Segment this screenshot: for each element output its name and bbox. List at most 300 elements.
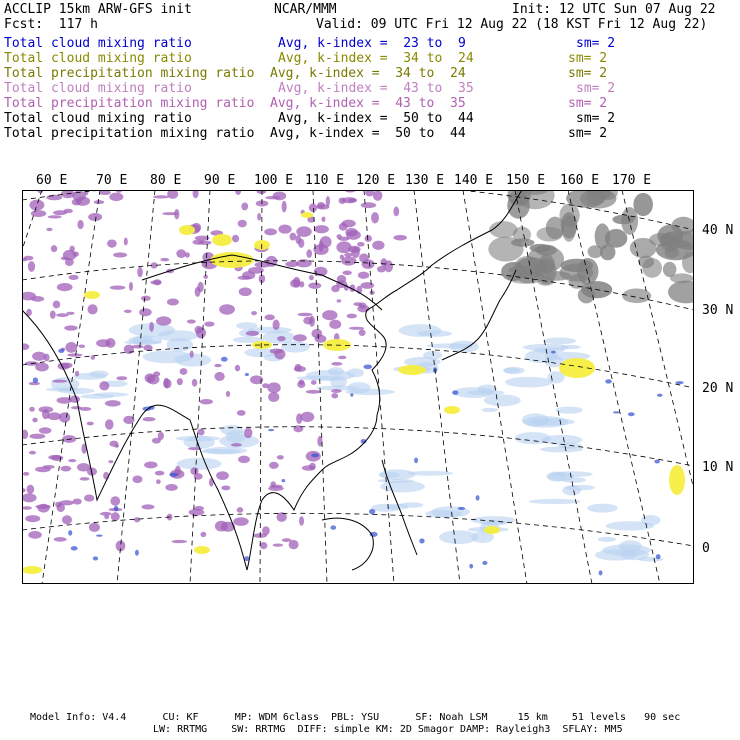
- precip-purple-blob: [46, 195, 62, 201]
- precip-purple-blob: [35, 467, 51, 473]
- cloud-lightblue-blob: [177, 458, 222, 470]
- lat-label: 40 N: [702, 223, 734, 238]
- lat-label: 0: [702, 541, 710, 556]
- precip-purple-blob: [215, 521, 228, 532]
- precip-purple-blob: [273, 543, 284, 546]
- precip-purple-blob: [29, 407, 35, 412]
- cloud-gray-blob: [633, 193, 653, 216]
- precip-purple-blob: [194, 506, 204, 510]
- precip-purple-blob: [237, 410, 246, 416]
- precip-purple-blob: [289, 540, 299, 549]
- precip-purple-blob: [80, 407, 92, 411]
- precip-purple-blob: [282, 201, 287, 213]
- precip-purple-blob: [321, 216, 325, 222]
- precip-purple-blob: [25, 515, 40, 522]
- precip-purple-blob: [39, 427, 52, 433]
- cloud-yellow-blob: [301, 212, 313, 218]
- precip-purple-blob: [347, 314, 357, 319]
- cloud-yellow-blob: [212, 234, 232, 246]
- field-avg: Avg, k-index = 23 to 9: [278, 36, 466, 51]
- precip-purple-blob: [172, 540, 188, 543]
- cloud-lightblue-blob: [453, 387, 494, 398]
- precip-purple-blob: [300, 412, 314, 422]
- precip-purple-blob: [116, 376, 127, 380]
- precip-purple-blob: [137, 267, 142, 277]
- cloud-lightblue-blob: [504, 367, 525, 374]
- precip-purple-blob: [264, 228, 277, 235]
- precip-purple-blob: [344, 253, 352, 257]
- cloud-lightblue-blob: [80, 394, 114, 399]
- precip-purple-blob: [241, 202, 248, 210]
- precip-purple-blob: [361, 202, 377, 208]
- precip-purple-blob: [257, 213, 261, 221]
- precip-purple-blob: [29, 451, 36, 455]
- precip-purple-blob: [277, 455, 284, 459]
- cloud-yellow-blob: [210, 252, 254, 268]
- precip-purple-blob: [73, 499, 82, 505]
- precip-purple-blob: [87, 304, 97, 314]
- precip-purple-blob: [235, 365, 240, 372]
- lon-label: 70 E: [96, 173, 128, 188]
- precip-purple-blob: [129, 282, 133, 291]
- precip-purple-blob: [348, 246, 360, 253]
- precip-purple-blob: [293, 425, 303, 432]
- cloud-lightblue-blob: [595, 549, 637, 560]
- cloud-blue-blob: [654, 460, 660, 464]
- precip-purple-blob: [54, 537, 67, 542]
- precip-purple-blob: [232, 235, 239, 243]
- field-name: Total cloud mixing ratio: [4, 36, 192, 51]
- precip-purple-blob: [144, 461, 157, 468]
- cloud-blue-blob: [93, 556, 98, 560]
- cloud-yellow-blob: [194, 546, 210, 554]
- cloud-lightblue-blob: [562, 485, 581, 495]
- precip-purple-blob: [269, 485, 282, 488]
- lon-label: 60 E: [36, 173, 68, 188]
- precip-purple-blob: [297, 313, 312, 317]
- precip-purple-blob: [65, 258, 74, 266]
- precip-purple-blob: [338, 356, 346, 360]
- field-row: [4, 96, 254, 111]
- cloud-yellow-blob: [179, 225, 195, 235]
- cloud-gray-blob: [642, 258, 662, 278]
- precip-purple-blob: [149, 322, 154, 332]
- precip-purple-blob: [273, 320, 280, 331]
- cloud-blue-blob: [363, 364, 372, 369]
- precip-purple-blob: [69, 275, 79, 280]
- precip-purple-blob: [192, 379, 197, 387]
- precip-purple-blob: [29, 434, 45, 439]
- precip-purple-blob: [340, 255, 344, 260]
- cloud-blue-blob: [281, 479, 285, 482]
- cloud-lightblue-blob: [157, 330, 198, 341]
- precip-purple-blob: [124, 310, 132, 313]
- field-sm: sm= 2: [576, 81, 616, 96]
- precip-purple-blob: [153, 279, 161, 285]
- field-avg: Avg, k-index = 34 to 24: [270, 66, 466, 81]
- lon-label: 100 E: [254, 173, 294, 188]
- precip-purple-blob: [66, 312, 74, 315]
- precip-purple-blob: [75, 371, 79, 377]
- field-name: Total precipitation mixing ratio: [4, 96, 255, 111]
- lon-label: 140 E: [454, 173, 494, 188]
- field-avg: Avg, k-index = 50 to 44: [278, 111, 474, 126]
- precip-purple-blob: [346, 230, 361, 240]
- field-sm: sm= 2: [568, 96, 608, 111]
- cloud-blue-blob: [311, 453, 319, 457]
- cloud-yellow-blob: [22, 566, 42, 574]
- forecast-hour: Fcst: 117 h: [4, 17, 98, 32]
- precip-purple-blob: [87, 422, 94, 426]
- field-row: [4, 66, 254, 81]
- precip-purple-blob: [246, 331, 259, 336]
- cloud-blue-blob: [476, 495, 480, 500]
- precip-purple-blob: [32, 418, 37, 423]
- precip-purple-blob: [141, 296, 151, 301]
- precip-purple-blob: [165, 484, 177, 491]
- precip-purple-blob: [285, 261, 298, 267]
- cloud-blue-blob: [268, 429, 274, 431]
- precip-purple-blob: [200, 399, 213, 404]
- precip-purple-blob: [48, 215, 62, 218]
- precip-purple-blob: [302, 465, 315, 471]
- precip-purple-blob: [60, 466, 71, 472]
- model-title: ACCLIP 15km ARW-GFS init: [4, 2, 192, 17]
- field-row: [4, 51, 192, 66]
- lon-label: 120 E: [356, 173, 396, 188]
- precip-purple-blob: [295, 235, 301, 244]
- precip-purple-blob: [342, 220, 356, 228]
- cloud-blue-blob: [33, 377, 38, 383]
- cloud-lightblue-blob: [505, 377, 553, 388]
- precip-purple-blob: [314, 225, 329, 233]
- precip-purple-blob: [110, 496, 120, 506]
- cloud-blue-blob: [71, 546, 78, 550]
- precip-purple-blob: [124, 238, 128, 246]
- cloud-blue-blob: [350, 393, 353, 397]
- precip-purple-blob: [77, 220, 83, 229]
- precip-purple-blob: [331, 393, 338, 399]
- cloud-gray-blob: [630, 238, 657, 258]
- cloud-blue-blob: [469, 564, 473, 569]
- precip-purple-blob: [306, 249, 312, 258]
- precip-purple-blob: [28, 261, 35, 272]
- precip-purple-blob: [23, 472, 29, 476]
- precip-purple-blob: [268, 392, 279, 402]
- field-row: [4, 126, 254, 141]
- precip-purple-blob: [306, 390, 322, 394]
- precip-purple-blob: [73, 252, 79, 257]
- precip-purple-blob: [231, 443, 242, 447]
- field-name: Total cloud mixing ratio: [4, 51, 192, 66]
- cloud-blue-blob: [245, 373, 249, 376]
- cloud-lightblue-blob: [220, 425, 243, 435]
- precip-purple-blob: [57, 503, 65, 512]
- precip-purple-blob: [35, 363, 49, 372]
- model-info-line1: Model Info: V4.4 CU: KF MP: WDM 6class PBL: YSU SF: Noah LSM 15 km 51 levels 90 sec: [30, 712, 681, 723]
- precip-purple-blob: [110, 285, 126, 289]
- precip-purple-blob: [100, 512, 112, 516]
- precip-purple-blob: [269, 462, 279, 469]
- precip-purple-blob: [42, 409, 49, 419]
- precip-purple-blob: [349, 327, 364, 330]
- cloud-gray-blob: [622, 288, 651, 303]
- precip-purple-blob: [336, 241, 351, 253]
- cloud-blue-blob: [114, 506, 118, 512]
- cloud-gray-blob: [665, 247, 679, 258]
- cloud-gray-blob: [513, 227, 531, 243]
- precip-purple-blob: [393, 207, 399, 217]
- precip-purple-blob: [316, 204, 329, 209]
- precip-purple-blob: [143, 417, 156, 421]
- precip-purple-blob: [372, 241, 384, 250]
- precip-purple-blob: [155, 471, 165, 476]
- precip-purple-blob: [164, 378, 170, 388]
- cloud-gray-blob: [569, 274, 586, 289]
- model-info-line2: LW: RRTMG SW: RRTMG DIFF: simple KM: 2D Smagor DAMP: Rayleigh3 SFLAY: MM5: [153, 724, 623, 735]
- cloud-lightblue-blob: [379, 469, 416, 479]
- cloud-gray-blob: [600, 244, 615, 260]
- precip-purple-blob: [297, 381, 305, 388]
- cloud-blue-blob: [458, 507, 465, 510]
- precip-purple-blob: [29, 200, 44, 211]
- precip-purple-blob: [190, 351, 194, 358]
- lat-label: 30 N: [702, 303, 734, 318]
- precip-purple-blob: [329, 320, 341, 329]
- precip-purple-blob: [105, 400, 121, 406]
- field-sm: sm= 2: [568, 66, 608, 81]
- precip-purple-blob: [290, 279, 300, 287]
- lon-label: 80 E: [150, 173, 182, 188]
- precip-purple-blob: [167, 298, 179, 305]
- precip-purple-blob: [162, 212, 178, 215]
- cloud-lightblue-blob: [128, 336, 162, 345]
- precip-purple-blob: [264, 314, 274, 320]
- precip-purple-blob: [26, 485, 34, 494]
- precip-purple-blob: [147, 374, 160, 384]
- cloud-yellow-blob: [84, 291, 100, 299]
- precip-purple-blob: [360, 282, 374, 289]
- precip-purple-blob: [190, 467, 198, 475]
- cloud-yellow-blob: [444, 406, 460, 414]
- precip-purple-blob: [109, 193, 123, 201]
- precip-purple-blob: [187, 320, 196, 324]
- field-name: Total precipitation mixing ratio: [4, 126, 255, 141]
- cloud-blue-blob: [58, 349, 64, 353]
- precip-purple-blob: [274, 349, 285, 360]
- cloud-blue-blob: [369, 509, 375, 514]
- precip-purple-blob: [46, 228, 52, 231]
- cloud-blue-blob: [419, 538, 424, 543]
- precip-purple-blob: [238, 220, 247, 228]
- precip-purple-blob: [180, 368, 188, 375]
- precip-purple-blob: [69, 246, 74, 252]
- cloud-blue-blob: [414, 458, 418, 464]
- cloud-yellow-blob: [669, 465, 685, 495]
- cloud-blue-blob: [370, 532, 378, 537]
- lon-label: 110 E: [305, 173, 345, 188]
- precip-purple-blob: [153, 195, 169, 198]
- cloud-gray-blob: [513, 256, 541, 283]
- precip-purple-blob: [331, 362, 342, 366]
- cloud-blue-blob: [656, 554, 661, 559]
- cloud-lightblue-blob: [540, 446, 583, 452]
- precip-purple-blob: [80, 477, 90, 481]
- precip-purple-blob: [277, 336, 286, 341]
- lon-label: 130 E: [405, 173, 445, 188]
- precip-purple-blob: [28, 531, 42, 539]
- precip-purple-blob: [393, 235, 407, 241]
- precip-purple-blob: [293, 334, 307, 341]
- precip-purple-blob: [309, 275, 314, 280]
- cloud-blue-blob: [221, 357, 228, 362]
- precip-purple-blob: [362, 259, 375, 269]
- precip-purple-blob: [322, 310, 337, 320]
- precip-purple-blob: [109, 441, 118, 447]
- field-name: Total precipitation mixing ratio: [4, 66, 255, 81]
- precip-purple-blob: [233, 517, 249, 526]
- precip-purple-blob: [134, 517, 140, 522]
- precip-purple-blob: [278, 224, 291, 233]
- valid-time: Valid: 09 UTC Fri 12 Aug 22 (18 KST Fri 12 Aug 22): [316, 17, 708, 32]
- precip-purple-blob: [158, 432, 164, 440]
- precip-purple-blob: [196, 327, 206, 338]
- precip-purple-blob: [108, 460, 113, 463]
- precip-purple-blob: [371, 212, 379, 223]
- precip-purple-blob: [290, 233, 297, 241]
- precip-purple-blob: [197, 429, 204, 436]
- cloud-lightblue-blob: [481, 408, 498, 412]
- precip-purple-blob: [156, 316, 171, 325]
- precip-purple-blob: [309, 203, 317, 212]
- cloud-blue-blob: [68, 530, 72, 536]
- cloud-lightblue-blob: [204, 447, 247, 455]
- precip-purple-blob: [105, 419, 114, 429]
- cloud-lightblue-blob: [484, 394, 521, 406]
- precip-purple-blob: [296, 259, 312, 267]
- cloud-yellow-blob: [398, 365, 426, 375]
- cloud-yellow-blob: [484, 526, 500, 534]
- precip-purple-blob: [67, 353, 82, 356]
- precip-purple-blob: [156, 479, 161, 484]
- precip-purple-blob: [62, 515, 72, 524]
- field-sm: sm= 2: [568, 126, 608, 141]
- precip-purple-blob: [22, 506, 32, 509]
- precip-purple-blob: [99, 381, 109, 390]
- lon-label: 160 E: [560, 173, 600, 188]
- precip-purple-blob: [267, 382, 280, 393]
- field-avg: Avg, k-index = 34 to 24: [278, 51, 474, 66]
- precip-purple-blob: [59, 412, 70, 422]
- cloud-blue-blob: [452, 390, 458, 395]
- precip-purple-blob: [216, 471, 229, 480]
- precip-purple-blob: [273, 191, 287, 200]
- precip-purple-blob: [107, 239, 117, 247]
- precip-purple-blob: [238, 456, 250, 464]
- lat-label: 20 N: [702, 381, 734, 396]
- cloud-blue-blob: [135, 550, 139, 556]
- lon-label: 150 E: [506, 173, 546, 188]
- precip-purple-blob: [185, 252, 190, 257]
- org-label: NCAR/MMM: [274, 2, 337, 17]
- precip-purple-blob: [251, 311, 257, 315]
- precip-purple-blob: [84, 495, 94, 502]
- precip-purple-blob: [320, 236, 332, 248]
- cloud-blue-blob: [613, 411, 620, 413]
- precip-purple-blob: [237, 507, 244, 513]
- precip-purple-blob: [226, 391, 230, 397]
- precip-purple-blob: [200, 532, 206, 537]
- precip-purple-blob: [88, 213, 102, 221]
- precip-purple-blob: [177, 378, 183, 385]
- precip-purple-blob: [311, 329, 322, 338]
- precip-purple-blob: [342, 197, 357, 203]
- precip-purple-blob: [176, 249, 186, 258]
- field-avg: Avg, k-index = 50 to 44: [270, 126, 466, 141]
- precip-purple-blob: [244, 428, 252, 439]
- cloud-lightblue-blob: [90, 370, 109, 377]
- precip-purple-blob: [63, 209, 72, 213]
- cloud-blue-blob: [628, 412, 635, 416]
- precip-purple-blob: [52, 380, 67, 383]
- precip-purple-blob: [32, 352, 46, 361]
- precip-purple-blob: [51, 245, 58, 252]
- cloud-lightblue-blob: [542, 435, 583, 445]
- precip-purple-blob: [365, 235, 372, 242]
- precip-purple-blob: [23, 256, 33, 261]
- cloud-lightblue-blob: [399, 324, 442, 337]
- precip-purple-blob: [239, 287, 252, 296]
- field-name: Total cloud mixing ratio: [4, 111, 192, 126]
- precip-purple-blob: [331, 389, 342, 393]
- precip-purple-blob: [89, 523, 100, 532]
- cloud-blue-blob: [676, 381, 684, 384]
- precip-purple-blob: [51, 455, 63, 461]
- precip-purple-blob: [132, 476, 142, 484]
- precip-purple-blob: [221, 485, 230, 490]
- cloud-blue-blob: [551, 351, 556, 354]
- field-name: Total cloud mixing ratio: [4, 81, 192, 96]
- precip-purple-blob: [303, 317, 313, 325]
- field-row: [4, 36, 192, 51]
- precip-purple-blob: [311, 380, 317, 385]
- lon-label: 90 E: [204, 173, 236, 188]
- precip-purple-blob: [106, 338, 116, 348]
- precip-purple-blob: [357, 242, 365, 247]
- precip-purple-blob: [219, 304, 235, 314]
- precip-purple-blob: [57, 283, 73, 291]
- lat-label: 10 N: [702, 460, 734, 475]
- field-row: [4, 81, 192, 96]
- cloud-blue-blob: [605, 379, 612, 383]
- precip-purple-blob: [260, 542, 268, 549]
- precip-purple-blob: [373, 190, 383, 200]
- precip-purple-blob: [139, 308, 152, 316]
- cloud-gray-blob: [561, 212, 577, 238]
- precip-purple-blob: [384, 260, 393, 272]
- precip-purple-blob: [50, 310, 56, 318]
- precip-purple-blob: [94, 200, 105, 204]
- precip-purple-blob: [160, 258, 169, 262]
- cloud-lightblue-blob: [587, 504, 618, 513]
- forecast-map: [22, 190, 694, 584]
- field-sm: sm= 2: [568, 51, 608, 66]
- cloud-blue-blob: [169, 473, 177, 477]
- precip-purple-blob: [68, 459, 76, 462]
- precip-purple-blob: [113, 252, 127, 257]
- precip-purple-blob: [342, 271, 352, 276]
- field-row: [4, 111, 192, 126]
